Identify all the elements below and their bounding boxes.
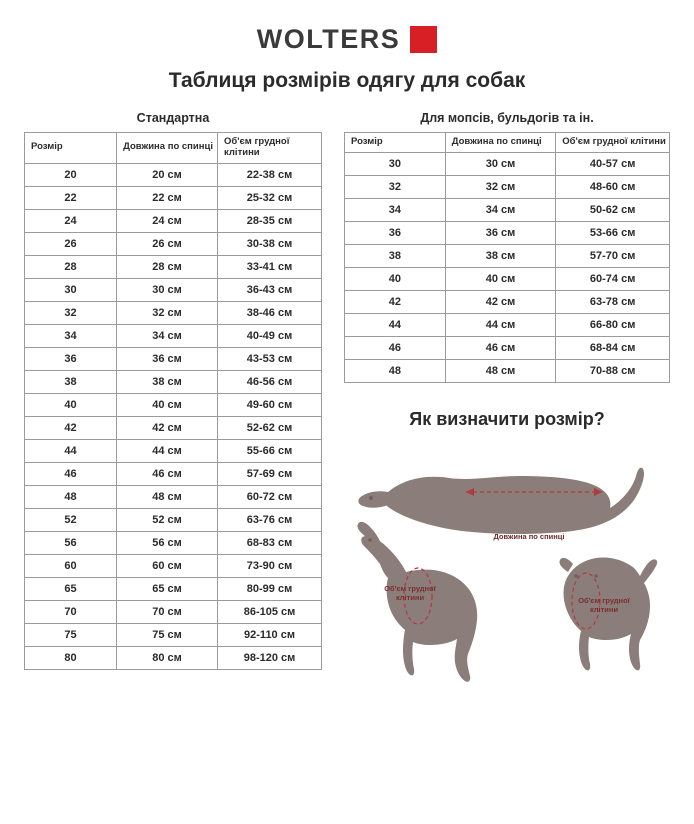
dog-top-silhouette xyxy=(358,468,644,534)
cell-chest: 36-43 см xyxy=(218,278,322,301)
cell-chest: 38-46 см xyxy=(218,301,322,324)
cell-back-length: 20 см xyxy=(117,163,218,186)
cell-size: 48 xyxy=(345,359,446,382)
cell-chest: 92-110 см xyxy=(218,623,322,646)
cell-size: 22 xyxy=(25,186,117,209)
standard-table-caption: Стандартна xyxy=(136,111,210,125)
cell-size: 32 xyxy=(345,175,446,198)
cell-chest: 60-74 см xyxy=(556,267,670,290)
cell-size: 24 xyxy=(25,209,117,232)
cell-back-length: 44 см xyxy=(117,439,218,462)
column-header-size: Розмір xyxy=(25,133,117,164)
cell-chest: 57-70 см xyxy=(556,244,670,267)
cell-size: 42 xyxy=(25,416,117,439)
cell-chest: 28-35 см xyxy=(218,209,322,232)
cell-chest: 46-56 см xyxy=(218,370,322,393)
cell-chest: 30-38 см xyxy=(218,232,322,255)
cell-size: 26 xyxy=(25,232,117,255)
cell-back-length: 30 см xyxy=(117,278,218,301)
cell-size: 30 xyxy=(25,278,117,301)
mops-table-caption: Для мопсів, бульдогів та ін. xyxy=(420,111,594,125)
standard-table-column xyxy=(24,111,322,706)
mops-size-table xyxy=(344,132,670,383)
table-row xyxy=(25,347,322,370)
cell-back-length: 46 см xyxy=(117,462,218,485)
table-row xyxy=(345,198,670,221)
cell-chest: 57-69 см xyxy=(218,462,322,485)
howto-title: Як визначити розмір? xyxy=(409,408,605,429)
table-row xyxy=(345,244,670,267)
measurement-diagram xyxy=(344,436,670,706)
cell-back-length: 38 см xyxy=(445,244,556,267)
cell-chest: 43-53 см xyxy=(218,347,322,370)
cell-chest: 55-66 см xyxy=(218,439,322,462)
cell-chest: 63-76 см xyxy=(218,508,322,531)
cell-back-length: 26 см xyxy=(117,232,218,255)
table-row xyxy=(25,324,322,347)
cell-back-length: 34 см xyxy=(117,324,218,347)
column-header-back-length: Довжина по спинці xyxy=(445,133,556,153)
cell-chest: 22-38 см xyxy=(218,163,322,186)
column-header-chest: Об'єм грудної клітини xyxy=(218,133,322,164)
cell-size: 46 xyxy=(345,336,446,359)
table-row xyxy=(25,623,322,646)
cell-chest: 49-60 см xyxy=(218,393,322,416)
table-row xyxy=(25,600,322,623)
cell-back-length: 40 см xyxy=(445,267,556,290)
brand-name: WOLTERS xyxy=(256,24,401,54)
cell-chest: 63-78 см xyxy=(556,290,670,313)
table-row xyxy=(345,336,670,359)
table-row xyxy=(345,267,670,290)
cell-size: 60 xyxy=(25,554,117,577)
brand-header xyxy=(0,24,694,55)
cell-back-length: 22 см xyxy=(117,186,218,209)
cell-size: 48 xyxy=(25,485,117,508)
cell-chest: 48-60 см xyxy=(556,175,670,198)
table-row xyxy=(25,370,322,393)
cell-chest: 68-84 см xyxy=(556,336,670,359)
cell-size: 42 xyxy=(345,290,446,313)
column-header-back-length: Довжина по спинці xyxy=(117,133,218,164)
cell-back-length: 30 см xyxy=(445,152,556,175)
cell-size: 44 xyxy=(25,439,117,462)
cell-back-length: 32 см xyxy=(445,175,556,198)
cell-back-length: 38 см xyxy=(117,370,218,393)
brand-logo-square xyxy=(410,26,437,53)
cell-back-length: 52 см xyxy=(117,508,218,531)
table-row xyxy=(25,301,322,324)
cell-back-length: 40 см xyxy=(117,393,218,416)
table-row xyxy=(25,577,322,600)
table-row xyxy=(25,439,322,462)
table-row xyxy=(345,175,670,198)
cell-size: 70 xyxy=(25,600,117,623)
cell-back-length: 70 см xyxy=(117,600,218,623)
standard-size-table xyxy=(24,132,322,670)
cell-size: 80 xyxy=(25,646,117,669)
caption-back-length: Довжина по спинці xyxy=(493,531,565,541)
cell-size: 40 xyxy=(25,393,117,416)
table-header-row xyxy=(25,133,322,164)
cell-size: 75 xyxy=(25,623,117,646)
cell-size: 36 xyxy=(345,221,446,244)
cell-size: 46 xyxy=(25,462,117,485)
table-row xyxy=(25,186,322,209)
cell-size: 65 xyxy=(25,577,117,600)
cell-back-length: 28 см xyxy=(117,255,218,278)
dog-illustrations-svg xyxy=(344,436,670,706)
cell-size: 34 xyxy=(345,198,446,221)
table-row xyxy=(25,508,322,531)
cell-back-length: 44 см xyxy=(445,313,556,336)
table-header-row xyxy=(345,133,670,153)
column-header-size: Розмір xyxy=(345,133,446,153)
cell-size: 28 xyxy=(25,255,117,278)
cell-size: 20 xyxy=(25,163,117,186)
cell-back-length: 48 см xyxy=(117,485,218,508)
cell-back-length: 60 см xyxy=(117,554,218,577)
cell-chest: 40-49 см xyxy=(218,324,322,347)
cell-back-length: 75 см xyxy=(117,623,218,646)
cell-chest: 80-99 см xyxy=(218,577,322,600)
cell-size: 34 xyxy=(25,324,117,347)
cell-chest: 98-120 см xyxy=(218,646,322,669)
cell-back-length: 34 см xyxy=(445,198,556,221)
cell-chest: 53-66 см xyxy=(556,221,670,244)
cell-size: 38 xyxy=(345,244,446,267)
cell-chest: 25-32 см xyxy=(218,186,322,209)
cell-chest: 33-41 см xyxy=(218,255,322,278)
table-row xyxy=(25,255,322,278)
column-header-chest: Об'єм грудної клітини xyxy=(556,133,670,153)
table-row xyxy=(25,462,322,485)
cell-chest: 52-62 см xyxy=(218,416,322,439)
cell-chest: 66-80 см xyxy=(556,313,670,336)
cell-chest: 40-57 см xyxy=(556,152,670,175)
cell-back-length: 80 см xyxy=(117,646,218,669)
caption-chest-left: Об'єм грудної клітини xyxy=(384,583,436,602)
cell-back-length: 32 см xyxy=(117,301,218,324)
cell-back-length: 46 см xyxy=(445,336,556,359)
table-row xyxy=(25,278,322,301)
mops-table-column xyxy=(344,111,670,706)
cell-back-length: 36 см xyxy=(117,347,218,370)
cell-back-length: 24 см xyxy=(117,209,218,232)
table-row xyxy=(25,209,322,232)
cell-size: 38 xyxy=(25,370,117,393)
cell-size: 44 xyxy=(345,313,446,336)
table-row xyxy=(25,393,322,416)
cell-size: 52 xyxy=(25,508,117,531)
table-row xyxy=(25,531,322,554)
cell-chest: 73-90 см xyxy=(218,554,322,577)
cell-chest: 60-72 см xyxy=(218,485,322,508)
cell-size: 32 xyxy=(25,301,117,324)
table-row xyxy=(25,163,322,186)
cell-back-length: 36 см xyxy=(445,221,556,244)
table-row xyxy=(25,416,322,439)
cell-back-length: 56 см xyxy=(117,531,218,554)
cell-size: 56 xyxy=(25,531,117,554)
table-row xyxy=(25,554,322,577)
table-row xyxy=(345,290,670,313)
cell-size: 36 xyxy=(25,347,117,370)
cell-back-length: 48 см xyxy=(445,359,556,382)
table-row xyxy=(345,359,670,382)
table-row xyxy=(25,485,322,508)
table-row xyxy=(345,221,670,244)
cell-chest: 70-88 см xyxy=(556,359,670,382)
cell-back-length: 42 см xyxy=(445,290,556,313)
table-row xyxy=(345,313,670,336)
cell-chest: 50-62 см xyxy=(556,198,670,221)
cell-size: 40 xyxy=(345,267,446,290)
cell-back-length: 42 см xyxy=(117,416,218,439)
content-area xyxy=(0,111,694,706)
cell-chest: 68-83 см xyxy=(218,531,322,554)
caption-chest-right: Об'єм грудної клітини xyxy=(578,595,630,614)
cell-back-length: 65 см xyxy=(117,577,218,600)
cell-chest: 86-105 см xyxy=(218,600,322,623)
page-title: Таблиця розмірів одягу для собак xyxy=(168,69,526,92)
table-row xyxy=(25,232,322,255)
cell-size: 30 xyxy=(345,152,446,175)
table-row xyxy=(25,646,322,669)
table-row xyxy=(345,152,670,175)
